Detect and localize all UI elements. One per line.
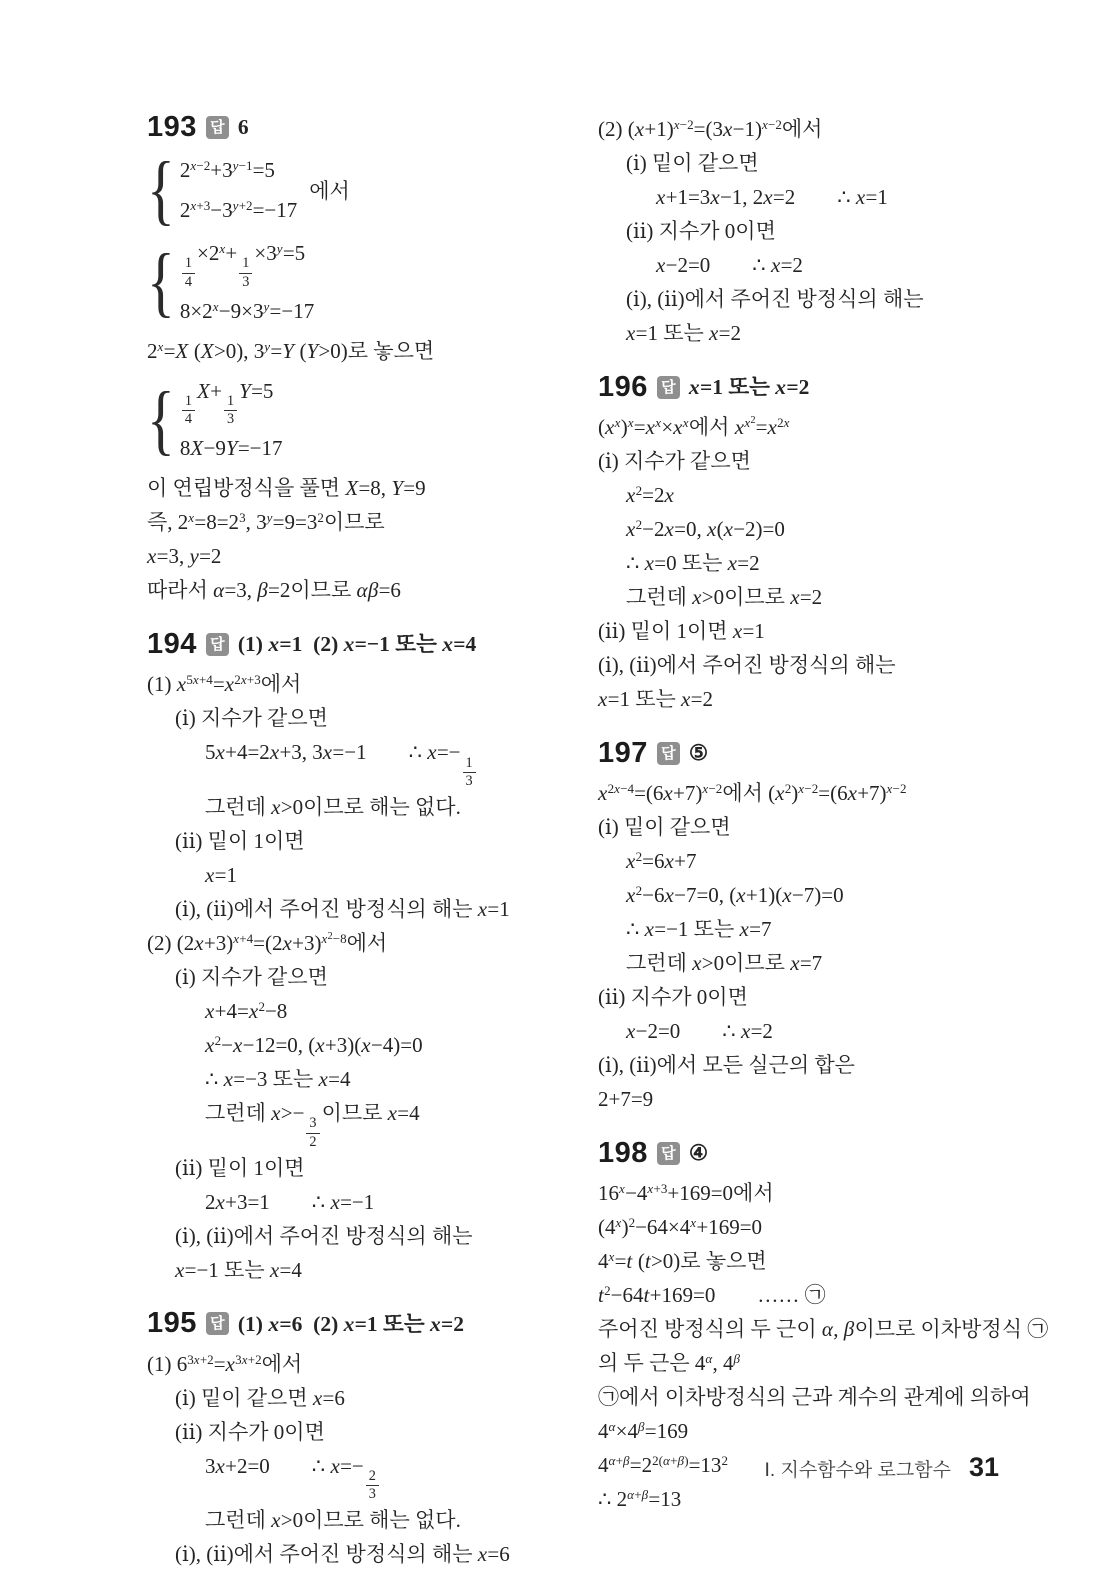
fraction: $\frac{1}{3}$ <box>239 255 252 290</box>
solution-line: 2+7=9 <box>598 1087 654 1111</box>
solution-line: x+1=3x−1, 2x=2 ∴ x=1 <box>656 185 888 209</box>
solution-line: ㉠에서 이차방정식의 근과 계수의 관계에 의하여 <box>598 1385 1031 1409</box>
equation-system <box>147 233 549 331</box>
solution-line: 즉, $2^x=8=2^3$, $3^y=9=3^2$이므로 <box>147 510 385 535</box>
solution-line: x=1 또는 x=2 <box>626 321 742 345</box>
fraction: $\frac{1}{4}$ <box>182 393 195 428</box>
solution-line: 의 두 근은 $4^\alpha$, $4^\beta$ <box>598 1350 741 1375</box>
solution-line: 주어진 방정식의 두 근이 α, β이므로 이차방정식 ㉠ <box>598 1317 1049 1341</box>
solution-line: ∴ x=−3 또는 x=4 <box>205 1067 351 1092</box>
solution-line: (ⅰ) 밑이 같으면 <box>626 151 759 175</box>
solution-line: (ⅱ) 지수가 0이면 <box>626 219 776 243</box>
solution-line: (ⅰ) 지수가 같으면 <box>175 965 328 990</box>
answer-badge: 답 <box>657 1142 680 1165</box>
solution-line: (ⅰ), (ⅱ)에서 모든 실근의 합은 <box>598 1053 855 1077</box>
solution-line: 그런데 x>0이므로 x=7 <box>626 951 823 975</box>
solution-line: $x^{2x-4}=(6x+7)^{x-2}$에서 $(x^2)^{x-2}=(6x+7)^{x-2}$ <box>598 780 907 805</box>
solution-line: 그런데 x>0이므로 해는 없다. <box>205 1508 461 1533</box>
fraction: $\frac{1}{3}$ <box>224 393 237 428</box>
solution-line: $(4^x)^2-64\times 4^x+169=0$ <box>598 1214 763 1239</box>
solution-line: 그런데 x>− $\frac{3}{2}$ 이므로 x=4 <box>205 1101 420 1150</box>
fraction: $\frac{3}{2}$ <box>306 1115 319 1150</box>
problem-heading <box>598 1138 1060 1168</box>
fraction: $\frac{2}{3}$ <box>366 1468 379 1503</box>
problem-heading <box>147 112 549 142</box>
fraction: $\frac{1}{3}$ <box>463 755 476 790</box>
solution-line: $16^x-4^{x+3}+169=0$에서 <box>598 1180 774 1205</box>
solution-line: x−2=0 ∴ x=2 <box>656 253 803 277</box>
solution-line: 그런데 x>0이므로 해는 없다. <box>205 795 461 820</box>
solution-line: (ⅱ) 지수가 0이면 <box>598 985 748 1009</box>
system-equations <box>180 233 314 331</box>
solution-line: ∴ $2^{\alpha+\beta}=13$ <box>598 1486 682 1511</box>
problem-number: 195 <box>147 1307 197 1340</box>
solution-line: $x+4=x^2-8$ <box>205 998 288 1024</box>
solution-line: x−2=0 ∴ x=2 <box>626 1019 773 1043</box>
solution-line: $4^{\alpha+\beta}=2^{2(\alpha+\beta)}=13^2$ <box>598 1452 728 1477</box>
system-equation: $2^{x-2}+3^{y-1}=5$ <box>179 157 275 182</box>
solution-line: x=−1 또는 x=4 <box>175 1257 302 1282</box>
system-equation: $2^{x+3}-3^{y+2}=-17$ <box>179 197 298 222</box>
footer-chapter-title: Ⅰ. 지수함수와 로그함수 <box>764 1460 951 1481</box>
solution-line: (ⅰ) 밑이 같으면 <box>598 815 731 839</box>
solution-line: (ⅱ) 밑이 1이면 x=1 <box>598 619 765 643</box>
solution-line: 5x+4=2x+3, 3x=−1 ∴ x=− $\frac{1}{3}$ <box>205 735 549 790</box>
system-equation: $\frac{1}{4}$ $\times 2^x+$ $\frac{1}{3}$ $\times 3^y=5$ <box>180 233 314 291</box>
fraction: $\frac{1}{4}$ <box>182 255 195 290</box>
solution-line: 따라서 α=3, β=2이므로 αβ=6 <box>147 578 401 603</box>
solution-line: 그런데 x>0이므로 x=2 <box>626 585 823 609</box>
solution-line: (ⅰ) 지수가 같으면 <box>598 449 751 473</box>
solution-line: (ⅱ) 밑이 1이면 <box>175 829 305 854</box>
solution-line: $x^2=6x+7$ <box>626 848 697 873</box>
answer-text: 6 <box>237 115 249 139</box>
solution-line: 2x+3=1 ∴ x=−1 <box>205 1189 375 1214</box>
solution-line: (1) $6^{3x+2}=x^{3x+2}$에서 <box>147 1351 303 1376</box>
solution-line: $4^x=t$ (t>0)로 놓으면 <box>598 1248 767 1273</box>
solution-line: $x^2-2x=0$, x(x−2)=0 <box>626 516 785 541</box>
footer-page-number: 31 <box>968 1452 999 1482</box>
system-equations <box>180 150 297 230</box>
solution-line: (ⅰ), (ⅱ)에서 주어진 방정식의 해는 <box>598 653 896 677</box>
answer-text: (1) x=6 (2) x=1 또는 x=2 <box>237 1311 465 1336</box>
solution-line: $x^2-x-12=0$, (x+3)(x−4)=0 <box>205 1032 423 1058</box>
problem-number: 197 <box>598 736 648 769</box>
solution-line: (ⅰ), (ⅱ)에서 주어진 방정식의 해는 x=1 <box>175 897 510 922</box>
answer-text: ⑤ <box>688 741 709 765</box>
problem-heading <box>147 1309 549 1339</box>
solution-line: 3x+2=0 ∴ x=− $\frac{2}{3}$ <box>205 1449 549 1504</box>
problem-number: 194 <box>147 627 197 660</box>
problem-heading <box>598 372 1060 402</box>
solution-line: (2) $(2x+3)^{x+4}=(2x+3)^{x^2-8}$에서 <box>147 930 388 956</box>
problem-heading <box>598 738 1060 768</box>
system-equation: $\frac{1}{4}$ X+ $\frac{1}{3}$ Y=5 <box>180 371 283 429</box>
solution-line: (ⅱ) 밑이 1이면 <box>175 1155 305 1180</box>
solutions-column-left <box>147 112 549 1571</box>
solution-line: $(x^x)^x=x^x\times x^x$에서 $x^{x^2}=x^{2x}$ <box>598 414 790 439</box>
answer-text: (1) x=1 (2) x=−1 또는 x=4 <box>237 632 477 657</box>
answer-text: ④ <box>688 1141 709 1165</box>
solution-line: (ⅰ), (ⅱ)에서 주어진 방정식의 해는 x=6 <box>175 1542 510 1567</box>
system-equation: 8X−9Y=−17 <box>179 436 283 461</box>
answer-badge: 답 <box>206 633 229 656</box>
solution-line: (2) $(x+1)^{x-2}=(3x-1)^{x-2}$에서 <box>598 116 823 141</box>
problem-number: 193 <box>147 110 197 143</box>
equation-system <box>147 371 549 469</box>
system-brace: { <box>147 237 175 326</box>
system-brace: { <box>147 145 175 234</box>
solution-line: x=1 <box>205 863 237 888</box>
problem-number: 198 <box>598 1136 648 1169</box>
solution-line: $4^\alpha\times 4^\beta=169$ <box>598 1418 689 1443</box>
solution-line: ∴ x=0 또는 x=2 <box>626 551 760 575</box>
solution-line: x=1 또는 x=2 <box>598 687 714 711</box>
solution-line: $2^x=X$ (X>0), $3^y=Y$ (Y>0)로 놓으면 <box>147 338 435 363</box>
solution-line: (ⅰ), (ⅱ)에서 주어진 방정식의 해는 <box>626 287 924 311</box>
answer-text: x=1 또는 x=2 <box>688 375 810 399</box>
solutions-column-right <box>598 112 1060 1516</box>
answer-badge: 답 <box>206 1312 229 1335</box>
solution-line: (ⅰ), (ⅱ)에서 주어진 방정식의 해는 <box>175 1223 473 1248</box>
system-brace: { <box>147 374 175 463</box>
system-equation: $8\times 2^x-9\times 3^y=-17$ <box>179 298 315 323</box>
answer-badge: 답 <box>657 742 680 765</box>
system-suffix: 에서 <box>309 179 350 203</box>
solution-line: (ⅱ) 지수가 0이면 <box>175 1419 325 1444</box>
system-equations <box>180 371 283 469</box>
solution-line: (ⅰ) 밑이 같으면 x=6 <box>175 1385 345 1410</box>
solution-line: 이 연립방정식을 풀면 X=8, Y=9 <box>147 476 426 501</box>
answer-badge: 답 <box>657 376 680 399</box>
solution-line: (ⅰ) 지수가 같으면 <box>175 706 328 731</box>
solution-line: $x^2=2x$ <box>626 482 675 507</box>
problem-number: 196 <box>598 370 648 403</box>
solution-line: $x^2-6x-7=0$, (x+1)(x−7)=0 <box>626 882 844 907</box>
equation-system <box>147 145 549 234</box>
solution-line: x=3, y=2 <box>147 544 222 569</box>
solution-line: $t^2-64t+169=0$ …… ㉠ <box>598 1282 826 1307</box>
problem-heading <box>147 629 549 659</box>
answer-badge: 답 <box>206 116 229 139</box>
solution-line: (1) $x^{5x+4}=x^{2x+3}$에서 <box>147 672 302 697</box>
solution-line: ∴ x=−1 또는 x=7 <box>626 917 772 941</box>
page-footer <box>764 1452 999 1483</box>
